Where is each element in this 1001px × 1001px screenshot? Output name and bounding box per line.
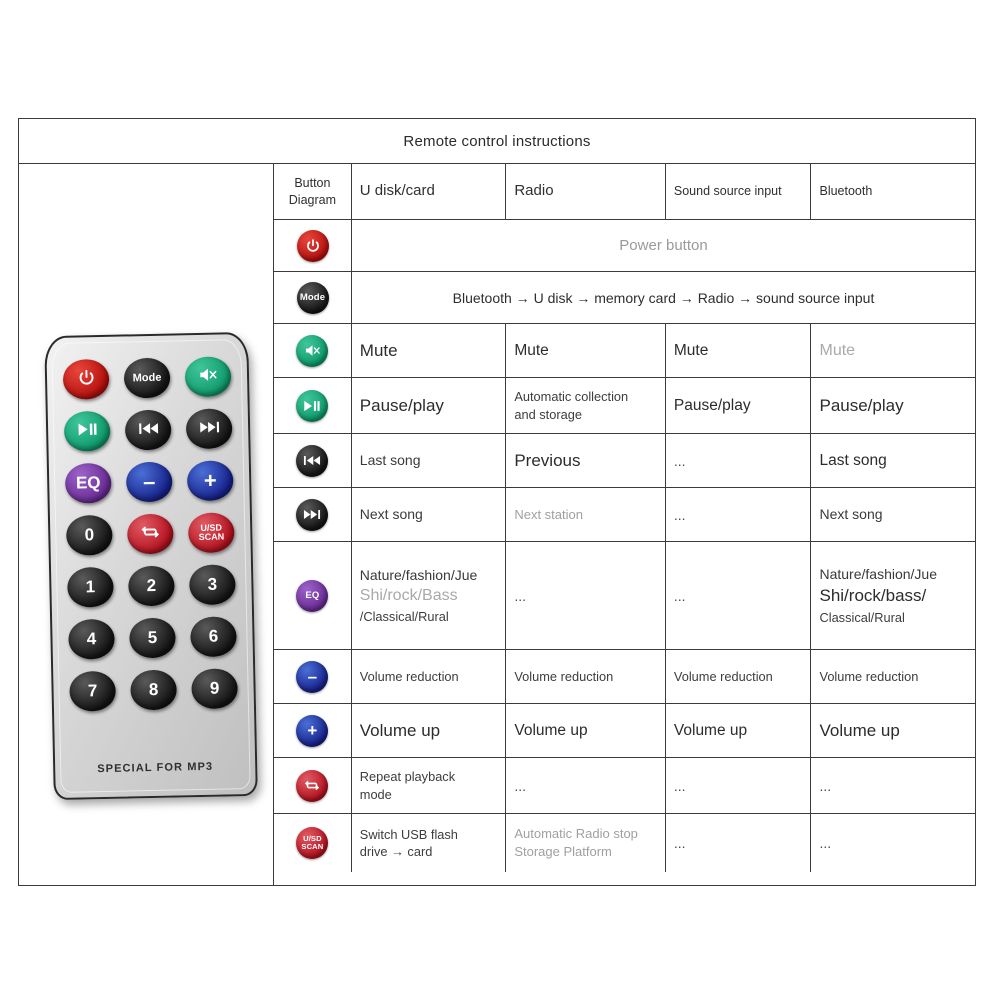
row-icon-volume-down bbox=[274, 650, 352, 703]
next-key[interactable] bbox=[186, 408, 233, 449]
cell-previous-u-disk: Last song bbox=[352, 434, 507, 487]
volume-up-key[interactable] bbox=[187, 460, 234, 501]
cell-repeat-sound-source: ... bbox=[666, 758, 812, 813]
cell-next-radio: Next station bbox=[506, 488, 666, 541]
digit-8-key[interactable] bbox=[130, 669, 177, 710]
table-row bbox=[274, 272, 975, 324]
cell-eq-sound-source: ... bbox=[666, 542, 812, 649]
cell-play-bluetooth: Pause/play bbox=[819, 395, 904, 415]
repeat-key[interactable] bbox=[127, 514, 174, 555]
column-header-button-diagram bbox=[274, 164, 352, 219]
cell-scan-sound-source: ... bbox=[666, 814, 812, 872]
keypad-row-3 bbox=[65, 460, 234, 504]
remote-keypad bbox=[63, 356, 239, 723]
previous-key[interactable] bbox=[125, 410, 172, 451]
row-icon-previous-track bbox=[274, 434, 352, 487]
table-row bbox=[274, 434, 975, 488]
eq-key[interactable] bbox=[65, 463, 112, 504]
mode-icon: Mode bbox=[297, 282, 329, 314]
digit-icon: 2 bbox=[146, 575, 157, 596]
row-icon-power bbox=[274, 220, 352, 271]
page-title: Remote control instructions bbox=[403, 132, 591, 150]
cell-play-radio: Automatic collection and storage bbox=[506, 378, 666, 433]
table-row bbox=[274, 650, 975, 704]
power-icon bbox=[297, 230, 329, 262]
digit-icon: 8 bbox=[148, 679, 159, 700]
cell-volup-radio: Volume up bbox=[506, 704, 666, 757]
row-icon-repeat bbox=[274, 758, 352, 813]
table-row bbox=[274, 220, 975, 272]
play-pause-key[interactable] bbox=[64, 411, 111, 452]
row-icon-eq bbox=[274, 542, 352, 649]
cell-next-u-disk: Next song bbox=[352, 488, 507, 541]
digit-icon: 4 bbox=[86, 629, 97, 649]
previous-track-icon bbox=[137, 420, 158, 439]
cell-play-u-disk: Pause/play bbox=[352, 378, 507, 433]
cell-voldown-radio: Volume reduction bbox=[506, 650, 666, 703]
digit-6-key[interactable] bbox=[190, 616, 237, 657]
digit-1-key[interactable] bbox=[67, 567, 114, 608]
repeat-icon bbox=[296, 770, 328, 802]
keypad-row-4 bbox=[66, 512, 235, 556]
cell-repeat-bluetooth: ... bbox=[819, 777, 832, 794]
volume-up-icon: + bbox=[296, 715, 328, 747]
cell-volup-bluetooth: Volume up bbox=[819, 720, 900, 740]
power-key[interactable] bbox=[63, 359, 110, 400]
cell-mute-bluetooth: Mute bbox=[819, 341, 856, 359]
table-header-row bbox=[274, 164, 975, 220]
digit-icon: 5 bbox=[147, 627, 158, 648]
column-header-u-disk-card: U disk/card bbox=[352, 164, 507, 219]
instructions-grid bbox=[274, 164, 975, 885]
remote-instructions-table bbox=[18, 118, 976, 886]
row-icon-mode bbox=[274, 272, 352, 323]
header-line2: Diagram bbox=[288, 192, 337, 207]
digit-9-key[interactable] bbox=[191, 668, 238, 709]
remote-footer-label: SPECIAL FOR MP3 bbox=[97, 760, 214, 776]
keypad-row-2 bbox=[64, 408, 233, 452]
cell-volup-sound-source: Volume up bbox=[666, 704, 812, 757]
cell-eq-bluetooth: Nature/fashion/Jue Shi/rock/bass/ Classical/Rural bbox=[819, 566, 938, 625]
cell-previous-radio: Previous bbox=[506, 434, 666, 487]
mode-icon: Mode bbox=[132, 371, 162, 385]
eq-icon: EQ bbox=[296, 580, 328, 612]
eq-icon: EQ bbox=[75, 473, 101, 493]
usd-scan-line2: SCAN bbox=[301, 842, 324, 851]
digit-3-key[interactable] bbox=[189, 564, 236, 605]
keypad-row-7 bbox=[69, 668, 238, 712]
digit-icon: 9 bbox=[209, 678, 220, 698]
cell-scan-radio: Automatic Radio stop Storage Platform bbox=[506, 814, 666, 872]
digit-icon: 7 bbox=[87, 681, 98, 701]
cell-mute-u-disk: Mute bbox=[352, 324, 507, 377]
cell-volup-u-disk: Volume up bbox=[352, 704, 507, 757]
power-icon bbox=[76, 368, 95, 391]
repeat-icon bbox=[139, 523, 161, 545]
table-row bbox=[274, 704, 975, 758]
digit-7-key[interactable] bbox=[69, 671, 116, 712]
digit-0-key[interactable] bbox=[66, 515, 113, 556]
play-pause-icon bbox=[76, 421, 97, 441]
row-icon-play-pause bbox=[274, 378, 352, 433]
next-track-icon bbox=[198, 419, 219, 438]
cell-scan-bluetooth: ... bbox=[819, 835, 832, 851]
volume-down-icon: – bbox=[142, 469, 156, 495]
digit-5-key[interactable] bbox=[129, 618, 176, 659]
digit-icon: 6 bbox=[208, 626, 219, 646]
keypad-row-5 bbox=[67, 564, 236, 608]
table-row bbox=[274, 324, 975, 378]
volume-up-icon: + bbox=[203, 467, 217, 494]
cell-repeat-radio: ... bbox=[506, 758, 666, 813]
mute-icon bbox=[198, 366, 218, 388]
row-icon-next-track bbox=[274, 488, 352, 541]
volume-down-key[interactable] bbox=[126, 462, 173, 503]
remote-illustration-cell bbox=[19, 164, 274, 885]
cell-scan-u-disk: Switch USB flash drive → card bbox=[352, 814, 507, 872]
column-header-radio: Radio bbox=[506, 164, 666, 219]
cell-next-bluetooth: Next song bbox=[819, 506, 883, 523]
play-pause-icon bbox=[296, 390, 328, 422]
cell-play-sound-source: Pause/play bbox=[666, 378, 812, 433]
digit-4-key[interactable] bbox=[68, 619, 115, 660]
digit-2-key[interactable] bbox=[128, 566, 175, 607]
cell-next-sound-source: ... bbox=[666, 488, 812, 541]
usd-scan-line2: SCAN bbox=[198, 531, 225, 542]
volume-down-icon: – bbox=[296, 661, 328, 693]
table-row bbox=[274, 488, 975, 542]
usd-scan-line1: U/SD bbox=[200, 522, 223, 533]
usd-scan-key[interactable] bbox=[188, 512, 235, 553]
cell-eq-u-disk: Nature/fashion/Jue Shi/rock/Bass /Classical/Rural bbox=[352, 542, 507, 649]
table-title-row bbox=[19, 119, 975, 164]
mute-icon bbox=[296, 335, 328, 367]
table-row bbox=[274, 814, 975, 872]
usd-scan-icon bbox=[296, 827, 328, 859]
column-header-bluetooth: Bluetooth bbox=[819, 184, 873, 199]
header-line1: Button bbox=[294, 176, 331, 191]
usd-scan-line1: U/SD bbox=[303, 834, 322, 844]
cell-mode-sequence-span: Bluetooth → U disk → memory card → Radio → sound source input bbox=[452, 289, 875, 306]
table-row bbox=[274, 542, 975, 650]
cell-eq-radio: ... bbox=[506, 542, 666, 649]
cell-repeat-u-disk: Repeat playback mode bbox=[352, 758, 507, 813]
keypad-row-6 bbox=[68, 616, 237, 660]
cell-mute-radio: Mute bbox=[506, 324, 666, 377]
cell-voldown-bluetooth: Volume reduction bbox=[819, 668, 919, 684]
cell-mute-sound-source: Mute bbox=[666, 324, 812, 377]
mute-key[interactable] bbox=[185, 356, 232, 397]
remote-control-image bbox=[44, 332, 258, 800]
mode-key[interactable] bbox=[124, 358, 171, 399]
digit-icon: 3 bbox=[207, 574, 218, 594]
cell-power-button-span: Power button bbox=[619, 237, 708, 254]
row-icon-usd-scan bbox=[274, 814, 352, 872]
cell-previous-bluetooth: Last song bbox=[819, 451, 887, 469]
usd-scan-icon bbox=[198, 523, 224, 542]
column-header-sound-source-input: Sound source input bbox=[666, 164, 812, 219]
next-track-icon bbox=[296, 499, 328, 531]
digit-icon: 1 bbox=[85, 577, 96, 597]
table-row bbox=[274, 758, 975, 814]
row-icon-mute bbox=[274, 324, 352, 377]
keypad-row-1 bbox=[63, 356, 232, 400]
table-row bbox=[274, 378, 975, 434]
previous-track-icon bbox=[296, 445, 328, 477]
digit-icon: 0 bbox=[84, 525, 95, 545]
row-icon-volume-up bbox=[274, 704, 352, 757]
cell-previous-sound-source: ... bbox=[666, 434, 812, 487]
cell-voldown-u-disk: Volume reduction bbox=[352, 650, 507, 703]
cell-voldown-sound-source: Volume reduction bbox=[666, 650, 812, 703]
